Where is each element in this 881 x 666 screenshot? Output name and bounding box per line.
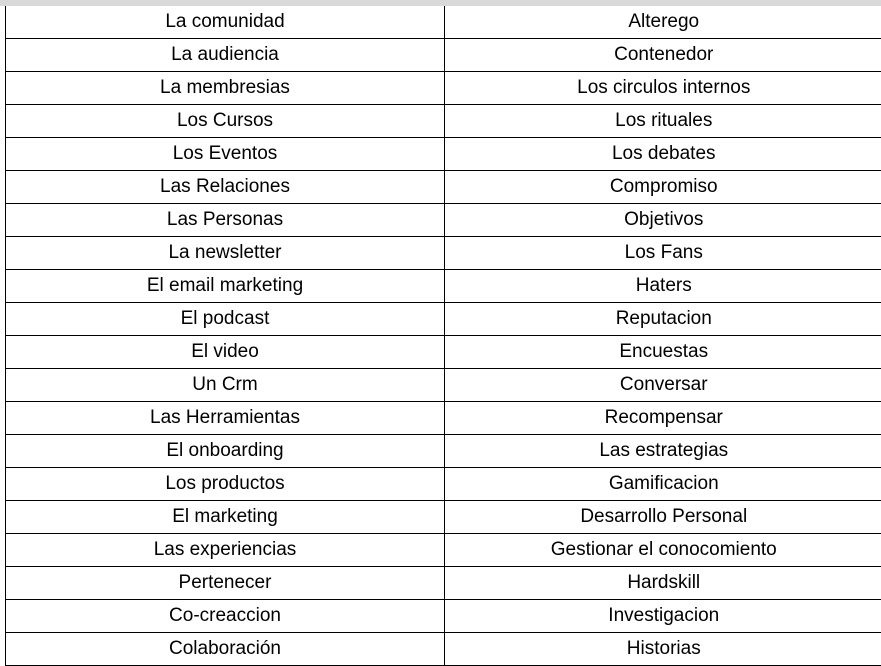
table-cell-right: Los rituales	[445, 105, 881, 138]
table-cell-right: Los debates	[445, 138, 881, 171]
table-row	[6, 105, 881, 138]
table-cell-right: Historias	[445, 633, 881, 666]
table-cell-left: Las experiencias	[6, 534, 445, 567]
table-row	[6, 567, 881, 600]
table-row	[6, 171, 881, 204]
table-row	[6, 138, 881, 171]
table-cell-left: Los Cursos	[6, 105, 445, 138]
table-cell-left: Las Herramientas	[6, 402, 445, 435]
table-container	[5, 6, 881, 666]
table-cell-left: Los productos	[6, 468, 445, 501]
word-table	[5, 6, 881, 666]
table-row	[6, 468, 881, 501]
table-cell-right: Alterego	[445, 6, 881, 39]
table-row	[6, 402, 881, 435]
table-cell-right: Gamificacion	[445, 468, 881, 501]
table-cell-left: El video	[6, 336, 445, 369]
table-cell-left: Las Relaciones	[6, 171, 445, 204]
table-cell-left: Pertenecer	[6, 567, 445, 600]
table-row	[6, 435, 881, 468]
table-cell-left: Colaboración	[6, 633, 445, 666]
table-row	[6, 336, 881, 369]
table-cell-right: Reputacion	[445, 303, 881, 336]
table-cell-left: La membresias	[6, 72, 445, 105]
table-cell-right: Gestionar el conocomiento	[445, 534, 881, 567]
table-row	[6, 501, 881, 534]
table-body	[6, 6, 881, 666]
table-cell-right: Contenedor	[445, 39, 881, 72]
table-row	[6, 633, 881, 666]
table-cell-right: Recompensar	[445, 402, 881, 435]
table-cell-left: Un Crm	[6, 369, 445, 402]
table-row	[6, 369, 881, 402]
table-cell-right: Compromiso	[445, 171, 881, 204]
table-cell-left: La audiencia	[6, 39, 445, 72]
table-cell-right: Encuestas	[445, 336, 881, 369]
table-cell-left: El marketing	[6, 501, 445, 534]
table-row	[6, 270, 881, 303]
table-cell-right: Los Fans	[445, 237, 881, 270]
table-row	[6, 303, 881, 336]
table-cell-left: Los Eventos	[6, 138, 445, 171]
table-cell-right: Conversar	[445, 369, 881, 402]
table-row	[6, 72, 881, 105]
table-cell-left: El email marketing	[6, 270, 445, 303]
table-cell-right: Hardskill	[445, 567, 881, 600]
table-cell-right: Objetivos	[445, 204, 881, 237]
table-cell-right: Los circulos internos	[445, 72, 881, 105]
table-row	[6, 237, 881, 270]
table-cell-left: La comunidad	[6, 6, 445, 39]
table-cell-right: Las estrategias	[445, 435, 881, 468]
table-row	[6, 600, 881, 633]
table-cell-right: Haters	[445, 270, 881, 303]
table-row	[6, 534, 881, 567]
table-cell-left: Co-creaccion	[6, 600, 445, 633]
table-cell-left: El onboarding	[6, 435, 445, 468]
table-cell-right: Desarrollo Personal	[445, 501, 881, 534]
table-row	[6, 204, 881, 237]
table-row	[6, 39, 881, 72]
table-cell-left: La newsletter	[6, 237, 445, 270]
table-cell-left: El podcast	[6, 303, 445, 336]
table-cell-left: Las Personas	[6, 204, 445, 237]
table-row	[6, 6, 881, 39]
table-cell-right: Investigacion	[445, 600, 881, 633]
